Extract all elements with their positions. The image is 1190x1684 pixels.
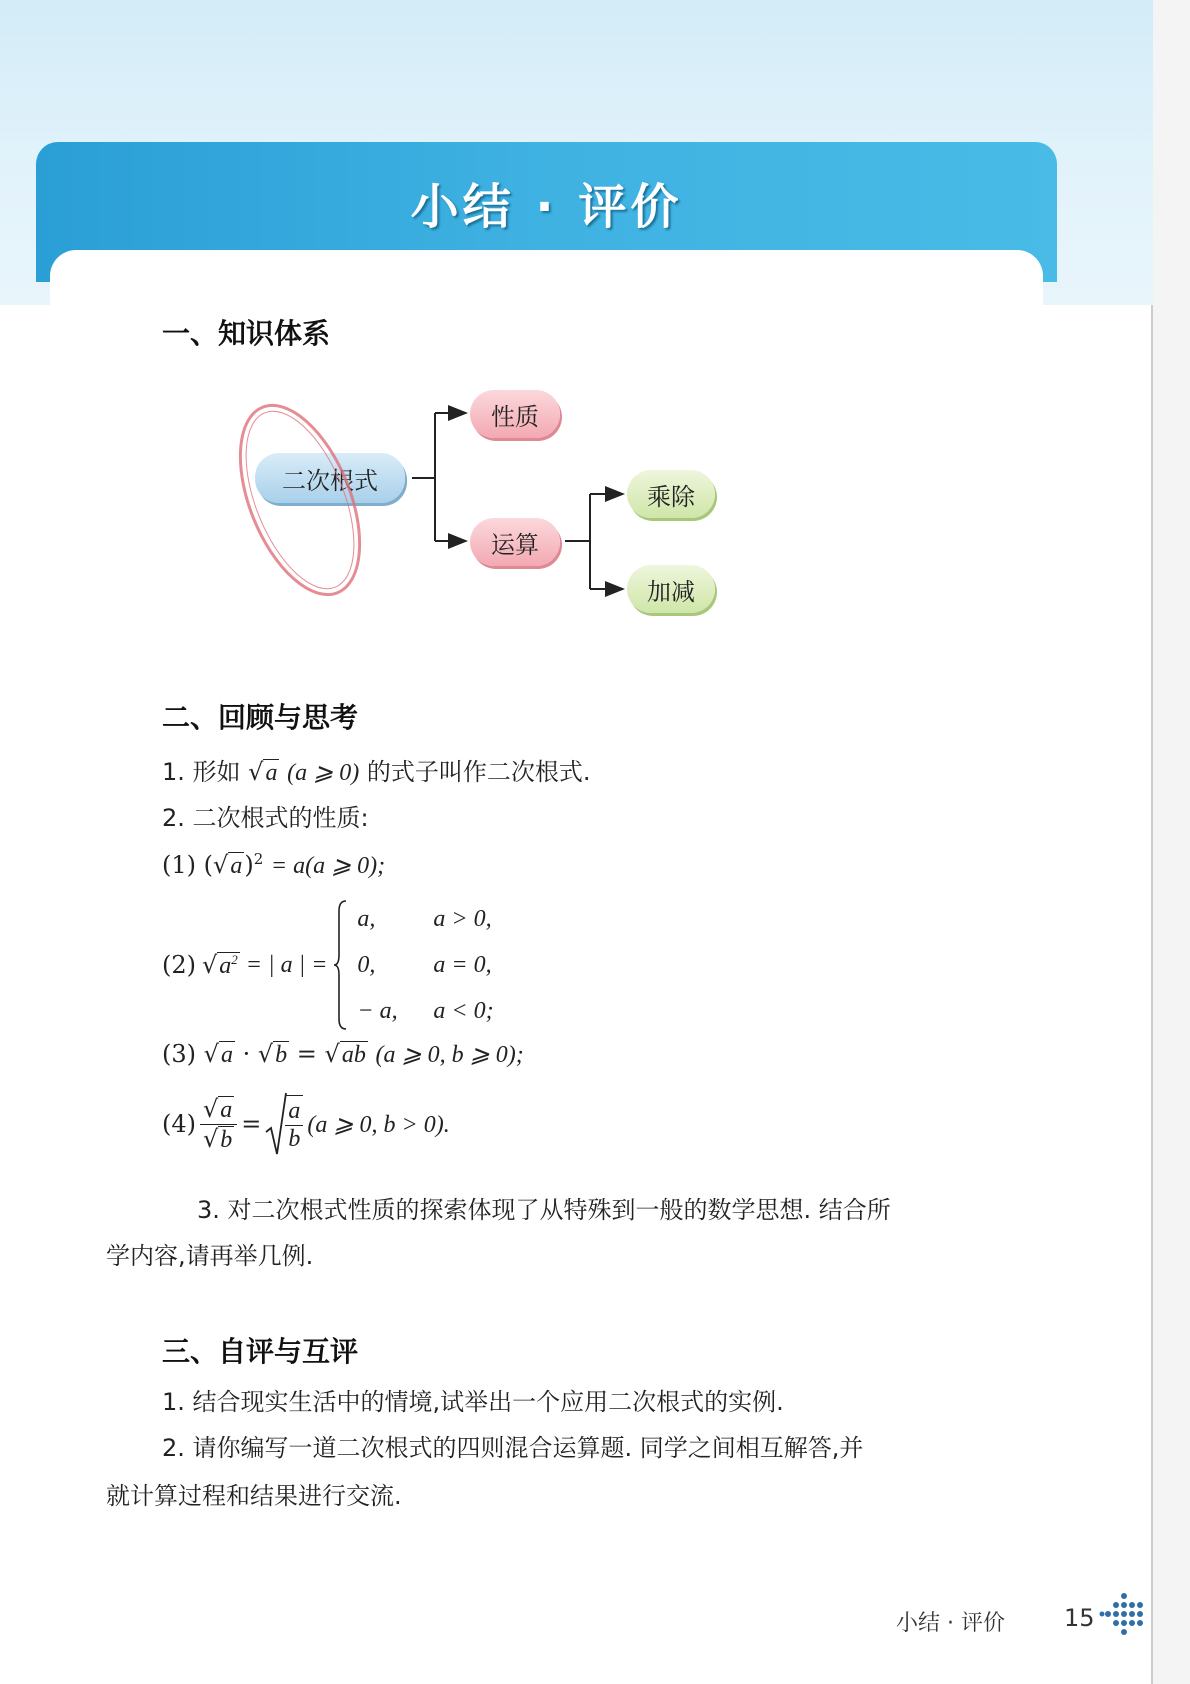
- review-item-1: [162, 752, 590, 787]
- node-multiply-divide: 乘除: [627, 470, 715, 518]
- var: a: [230, 853, 243, 879]
- case-brace: [333, 899, 347, 1031]
- formula-3: [162, 1040, 524, 1069]
- exponent: 2: [253, 850, 264, 868]
- text: 1. 形如: [162, 758, 241, 786]
- sqrt-a-squared: $√a^2$: [202, 950, 238, 979]
- node-property: 性质: [470, 390, 560, 438]
- sqrt-a: √a: [248, 758, 278, 786]
- dot-pattern-icon: [1098, 1592, 1153, 1642]
- page-title: 小结 · 评价: [410, 179, 683, 235]
- evaluation-item-1: 1. 结合现实生活中的情境,试举出一个应用二次根式的实例.: [162, 1388, 784, 1416]
- exponent: 2: [231, 951, 238, 967]
- abs: = | a | =: [245, 951, 328, 978]
- evaluation-item-2-cont: 就计算过程和结果进行交流.: [106, 1482, 402, 1510]
- label: (4): [162, 1110, 196, 1138]
- node-operation: 运算: [470, 518, 560, 566]
- section-heading-review: 二、回顾与思考: [162, 701, 359, 734]
- page-number: 15: [1064, 1604, 1095, 1632]
- sqrt-b: √b: [257, 1040, 288, 1068]
- label: (3): [162, 1040, 196, 1068]
- sqrt-a: √a: [213, 851, 243, 879]
- var: b: [220, 1126, 233, 1153]
- label: (2): [162, 951, 196, 979]
- formula-4: [162, 1092, 450, 1156]
- rest: = a(a ⩾ 0);: [270, 853, 386, 879]
- label: (1): [162, 851, 196, 879]
- var: a: [220, 1096, 233, 1123]
- section-heading-evaluation: 三、自评与互评: [162, 1335, 359, 1368]
- connector-operation: [565, 494, 590, 589]
- var: b: [275, 1042, 288, 1068]
- paren: (: [203, 851, 214, 879]
- formula-1: [162, 850, 385, 880]
- node-quadratic-radical: 二次根式: [255, 453, 405, 503]
- review-item-2: 2. 二次根式的性质:: [162, 804, 369, 832]
- denominator: b: [288, 1126, 301, 1152]
- review-item-3: 3. 对二次根式性质的探索体现了从特殊到一般的数学思想. 结合所: [197, 1196, 891, 1224]
- case-2-value: 0,: [357, 951, 376, 978]
- paren: ): [244, 851, 254, 879]
- equals: =: [241, 1110, 262, 1138]
- stamp-seal: [230, 395, 370, 605]
- numerator: a: [285, 1098, 303, 1126]
- var: ab: [341, 1042, 366, 1068]
- condition: (a ⩾ 0): [287, 760, 360, 786]
- review-item-3-cont: 学内容,请再举几例.: [106, 1242, 314, 1270]
- node-add-subtract: 加减: [627, 565, 715, 613]
- case-1-cond: a > 0,: [433, 905, 492, 932]
- case-3-value: − a,: [357, 997, 398, 1024]
- case-3-cond: a < 0;: [433, 997, 494, 1024]
- evaluation-item-2: 2. 请你编写一道二次根式的四则混合运算题. 同学之间相互解答,并: [162, 1434, 864, 1462]
- var: a: [220, 1042, 233, 1068]
- fraction-sqrt: $\frac{√a}{√b}$: [200, 1095, 237, 1154]
- text: 的式子叫作二次根式.: [366, 758, 591, 786]
- knowledge-diagram-connectors: [0, 0, 1153, 700]
- connector-root: [412, 413, 435, 541]
- condition: (a ⩾ 0, b ⩾ 0);: [375, 1042, 524, 1068]
- fraction-a-over-b: [285, 1095, 303, 1153]
- cases: [357, 896, 493, 1034]
- equals: =: [296, 1040, 317, 1068]
- section-heading-knowledge: 一、知识体系: [162, 317, 331, 350]
- footer-section-label: 小结 · 评价: [896, 1611, 1005, 1636]
- sqrt-a: √a: [203, 1040, 233, 1068]
- formula-2: [162, 896, 494, 1034]
- condition: (a ⩾ 0, b > 0).: [307, 1111, 450, 1138]
- radical-sign: [265, 1092, 287, 1156]
- var: a: [219, 952, 232, 979]
- dot: ·: [242, 1040, 251, 1068]
- case-1-value: a,: [357, 905, 376, 932]
- case-2-cond: a = 0,: [433, 951, 492, 978]
- sqrt-ab: √ab: [324, 1040, 366, 1068]
- var: a: [265, 760, 278, 786]
